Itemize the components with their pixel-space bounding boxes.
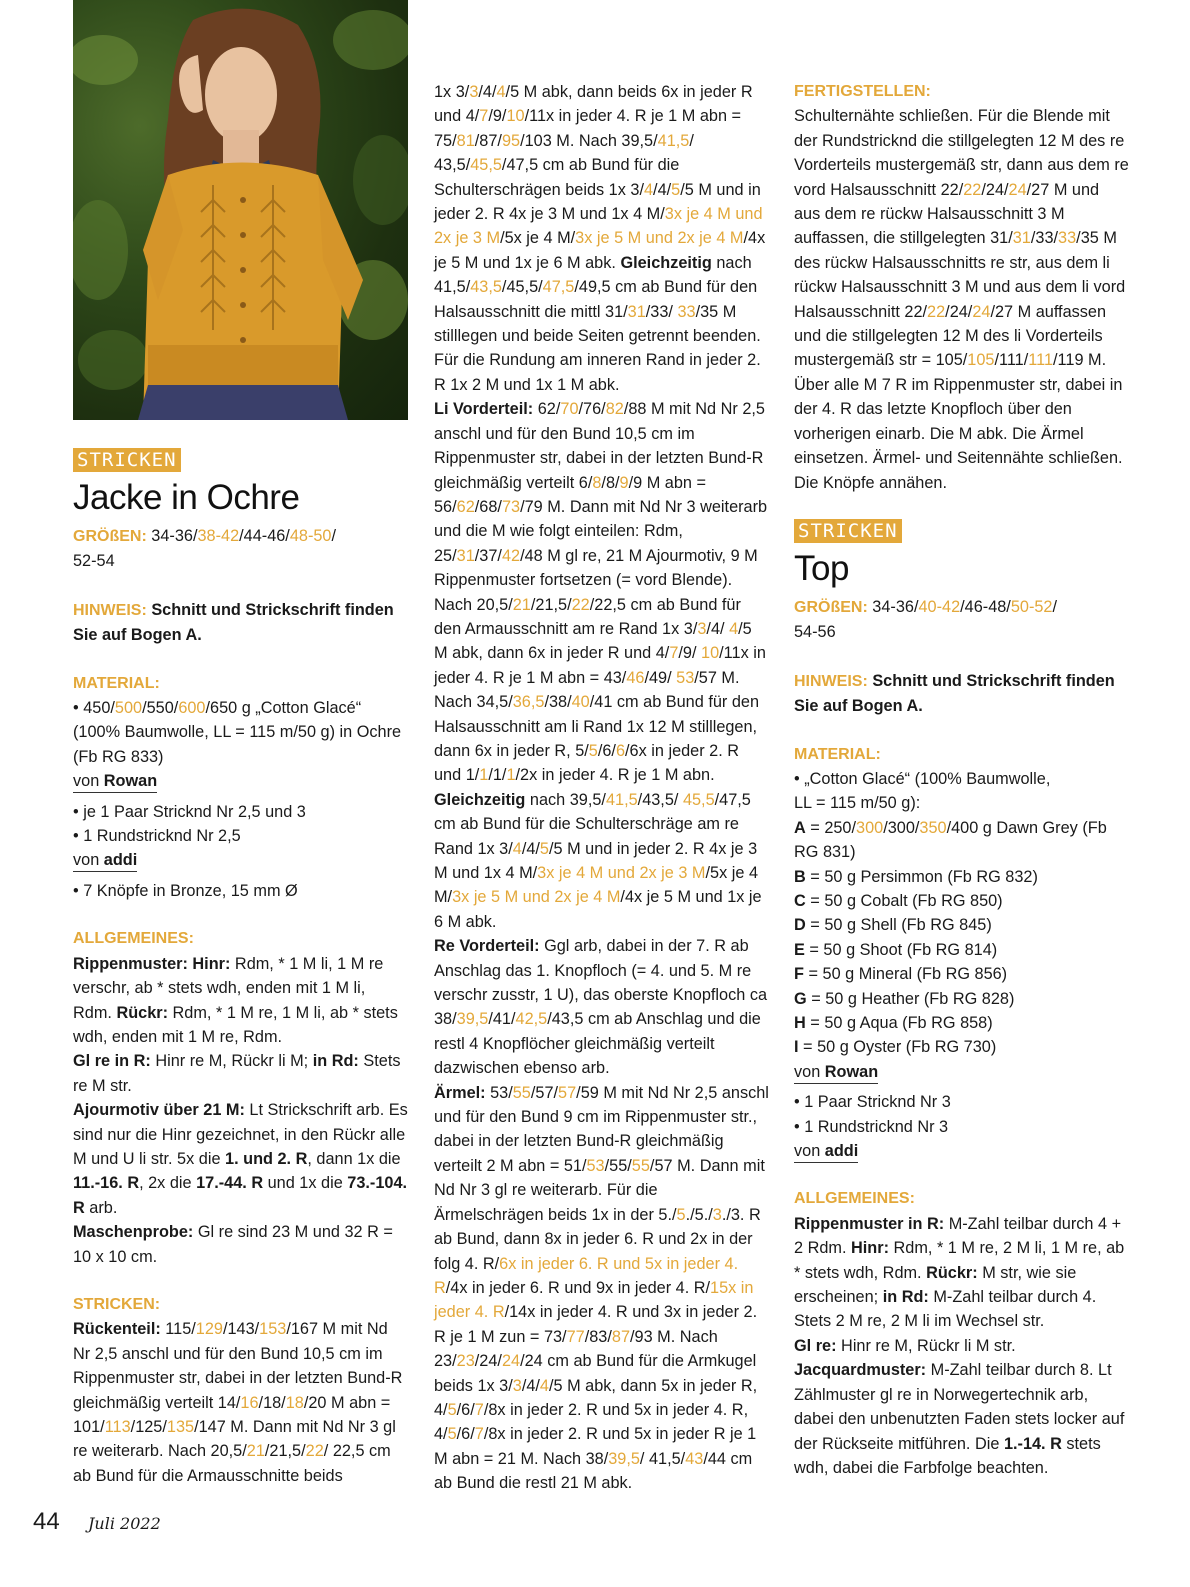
column-right: [794, 80, 1129, 1480]
supplier-rowan[interactable]: von Rowan: [73, 770, 157, 793]
material-circular: • 1 Rundstricknd Nr 2,5: [73, 827, 241, 846]
section-tag: STRICKEN: [73, 448, 181, 472]
supplier-rowan-2[interactable]: von Rowan: [794, 1061, 878, 1084]
stricken-label: STRICKEN:: [73, 1295, 161, 1313]
hinweis-text-2: Schnitt und Strickschrift finden Sie auf Bogen A.: [794, 671, 1115, 716]
color-list: A = 250/300/300/350/400 g Dawn Grey (Fb RG 831) B = 50 g Persimmon (Fb RG 832) C = 50 g Cobalt (Fb RG 850) D = 50 g Shell (Fb RG 845) E = 50 g Shoot (Fb RG 814) F = 50 g Mineral (Fb RG 856) G = 50 g Heather (Fb RG 828) H = 50 g Aqua (Fb RG 858) I = 50 g Oyster (Fb RG 730): [794, 818, 1107, 1057]
material-needles-2: • 1 Paar Stricknd Nr 3: [794, 1093, 951, 1112]
hinweis-line-2: [794, 669, 1129, 719]
general-text-2: Rippenmuster in R: M-Zahl teilbar durch 4 + 2 Rdm. Hinr: Rdm, * 1 M re, 2 M li, 1 M re, ab * stets wdh, Rdm. Rückr: M str, wie sie erscheinen; in Rd: M-Zahl teilbar durch 4. Stets 2 M re, 2 M li im Wechsel str. Gl re: Hinr re M, Rückr li M str. Jacquardmuster: M-Zahl teilbar durch 8. Lt Zählmuster gl re in Norwegertechnik arb, dabei den unbenutzten Faden stets locker auf der Rückseite mitführen. Die 1.-14. R stets wdh, dabei die Farbfolge beachten.: [794, 1214, 1125, 1477]
issue-date: Juli 2022: [88, 1514, 161, 1533]
sizes-label-2: GRÖßEN:: [794, 598, 868, 616]
hinweis-label: HINWEIS:: [73, 601, 147, 619]
allgemeines-label-2: ALLGEMEINES:: [794, 1190, 915, 1208]
column-middle: [434, 80, 769, 1496]
allgemeines-label: ALLGEMEINES:: [73, 930, 194, 948]
back-piece-cont: 1x 3/3/4/4/5 M abk, dann beids 6x in jeder R und 4/7/9/10/11x in jeder 4. R je 1 M abn = 75/81/87/95/103 M. Nach 39,5/41,5/ 43,5/45,5/47,5 cm ab Bund für die Schulterschrägen beids 1x 3/4/4/5/5 M und in jeder 2. R 4x je 3 M und 1x 4 M/3x je 4 M und 2x je 3 M/5x je 4 M/3x je 5 M und 2x je 4 M/4x je 5 M und 1x je 6 M abk. Gleichzeitig nach 41,5/43,5/45,5/47,5/49,5 cm ab Bund für den Halsausschnitt die mittl 31/31/33/ 33/35 M stilllegen und beide Seiten getrennt beenden. Für die Rundung am inneren Rand in jeder 2. R 1x 2 M und 1x 1 M abk.: [434, 83, 766, 394]
supplier-addi[interactable]: von addi: [73, 849, 137, 872]
finishing-text: Schulternähte schließen. Für die Blende mit der Rundstricknd die stillgelegten 12 M des re Vorderteils mustergemäß str, dann aus dem re vord Halsausschnitt 22/22/24/24/27 M und aus dem re rückw Halsausschnitt 3 M auffassen, die stillgelegten 31/31/33/33/35 M des rückw Halsausschnitts re str, aus dem li rückw Halsausschnitt 3 M und aus dem li vord Halsausschnitt 22/22/24/24/27 M auffassen und die stillgelegten 12 M des li Vorderteils mustergemäß str = 105/105/111/111/119 M. Über alle M 7 R im Rippenmuster str, dabei in der 4. R das letzte Knopfloch über den vorherigen einarb. Die M abk. Die Ärmel einsetzen. Ärmel- und Seitennähte schließen. Die Knöpfe annähen.: [794, 107, 1129, 492]
general-text: Rippenmuster: Hinr: Rdm, * 1 M li, 1 M re verschr, ab * stets wdh, enden mit 1 M li, Rdm. Rückr: Rdm, * 1 M re, 1 M li, ab * stets wdh, enden mit 1 M re, Rdm. Gl re in R: Hinr re M, Rückr li M; in Rd: Stets re M str. Ajourmotiv über 21 M: Lt Strickschrift arb. Es sind nur die Hinr gezeichnet, in den Rückr alle M und U li str. 5x die 1. und 2. R, dann 1x die 11.-16. R, 2x die 17.-44. R und 1x die 73.-104. R arb. Maschenprobe: Gl re sind 23 M und 32 R = 10 x 10 cm.: [73, 954, 408, 1266]
right-front-text: Re Vorderteil: Ggl arb, dabei in der 7. R ab Anschlag das 1. Knopfloch (= 4. und 5. M re verschr zusstr, 1 U), das oberste Knopfloch ca 38/39,5/41/42,5/43,5 cm ab Anschlag und die restl 4 Knopflöcher gleichmäßig verteilt dazwischen ebenso arb.: [434, 937, 768, 1078]
hinweis-text: Schnitt und Strickschrift finden Sie auf Bogen A.: [73, 600, 394, 645]
page-number: 44: [33, 1508, 60, 1535]
material-needles: • je 1 Paar Stricknd Nr 2,5 und 3: [73, 802, 306, 821]
material-circular-2: • 1 Rundstricknd Nr 3: [794, 1117, 949, 1136]
material-label-2: MATERIAL:: [794, 745, 881, 763]
material-buttons: • 7 Knöpfe in Bronze, 15 mm Ø: [73, 881, 298, 900]
sleeves-text: Ärmel: 53/55/57/57/59 M mit Nd Nr 2,5 anschl und für den Bund 9 cm im Rippenmuster str., dabei in der letzten Bund-R gleichmäßig verteilt 2 M abn = 51/53/55/55/57 M. Dann mit Nd Nr 3 gl re weiterarb. Für die Ärmelschrägen beids 1x in der 5./5./5./3./3. R ab Bund, dann 8x in jeder 6. R und 2x in der folg 4. R/6x in jeder 6. R und 5x in jeder 4. R/4x in jeder 6. R und 9x in jeder 4. R/15x in jeder 4. R/14x in jeder 4. R und 3x in jeder 2. R je 1 M zun = 73/77/83/87/93 M. Nach 23/23/24/24/24 cm ab Bund für die Armkugel beids 1x 3/3/4/4/5 M abk, dann 5x in jeder R, 4/5/6/7/8x in jeder 2. R und 5x in jeder 4. R, 4/5/6/7/8x in jeder 2. R und 5x in jeder R je 1 M abn = 21 M. Nach 38/39,5/ 41,5/43/44 cm ab Bund die restl 21 M abk.: [434, 1083, 769, 1493]
material-intro: • „Cotton Glacé“ (100% Baumwolle, LL = 115 m/50 g):: [794, 769, 1051, 813]
woman-in-ochre-cardigan-photo: [73, 0, 408, 420]
column-left: [73, 0, 408, 1488]
sizes-label: GRÖßEN:: [73, 528, 147, 545]
pattern-title-2: Top: [794, 548, 849, 588]
sizes-line-2: GRÖßEN: 34-36/40-42/46-48/50-52/ 54-56: [794, 597, 1058, 642]
fertig-label: FERTIGSTELLEN:: [794, 83, 931, 100]
photo-illustration: [73, 0, 408, 420]
supplier-addi-2[interactable]: von addi: [794, 1140, 858, 1163]
hinweis-line: [73, 598, 408, 648]
material-yarn: • 450/500/550/600/650 g „Cotton Glacé“ (100% Baumwolle, LL = 115 m/50 g) in Ochre (Fb RG 833): [73, 699, 402, 766]
hinweis-label-2: HINWEIS:: [794, 672, 868, 690]
section-tag-2: STRICKEN: [794, 519, 902, 543]
left-front-text: Li Vorderteil: 62/70/76/82/88 M mit Nd Nr 2,5 anschl und für den Bund 10,5 cm im Rippenmuster str, dabei in der letzten Bund-R gleichmäßig verteilt 6/8/8/9/9 M abn = 56/62/68/73/79 M. Dann mit Nd Nr 3 weiterarb und die M wie folgt einteilen: Rdm, 25/31/37/42/48 M gl re, 21 M Ajourmotiv, 9 M Rippenmuster fortsetzen (= vord Blende). Nach 20,5/21/21,5/22/22,5 cm ab Bund für den Armausschnitt am re Rand 1x 3/3/4/ 4/5 M abk, dann 6x in jeder R und 4/7/9/ 10/11x in jeder 4. R je 1 M abn = 43/46/49/ 53/57 M. Nach 34,5/36,5/38/40/41 cm ab Bund für den Halsausschnitt am li Rand 1x 12 M stilllegen, dann 6x in jeder R, 5/5/6/6/6x in jeder 2. R und 1/1/1/1/2x in jeder 4. R je 1 M abn. Gleichzeitig nach 39,5/41,5/43,5/ 45,5/47,5 cm ab Bund für die Schulterschräge am re Rand 1x 3/4/4/5/5 M und in jeder 2. R 4x je 3 M und 1x 4 M/3x je 4 M und 2x je 3 M/5x je 4 M/3x je 5 M und 2x je 4 M/4x je 5 M und 1x je 6 M abk.: [434, 400, 768, 931]
material-label: MATERIAL:: [73, 674, 160, 692]
pattern-title: Jacke in Ochre: [73, 478, 300, 517]
sizes-line: GRÖßEN: 34-36/38-42/44-46/48-50/ 52-54: [73, 527, 337, 571]
back-piece-text: Rückenteil: 115/129/143/153/167 M mit Nd Nr 2,5 anschl und für den Bund 10,5 cm im Rippenmuster str, dabei in der letzten Bund-R gleichmäßig verteilt 14/16/18/18/20 M abn = 101/113/125/135/147 M. Dann mit Nd Nr 3 gl re weiterarb. Nach 20,5/21/21,5/22/ 22,5 cm ab Bund für die Armausschnitte beids: [73, 1320, 403, 1485]
